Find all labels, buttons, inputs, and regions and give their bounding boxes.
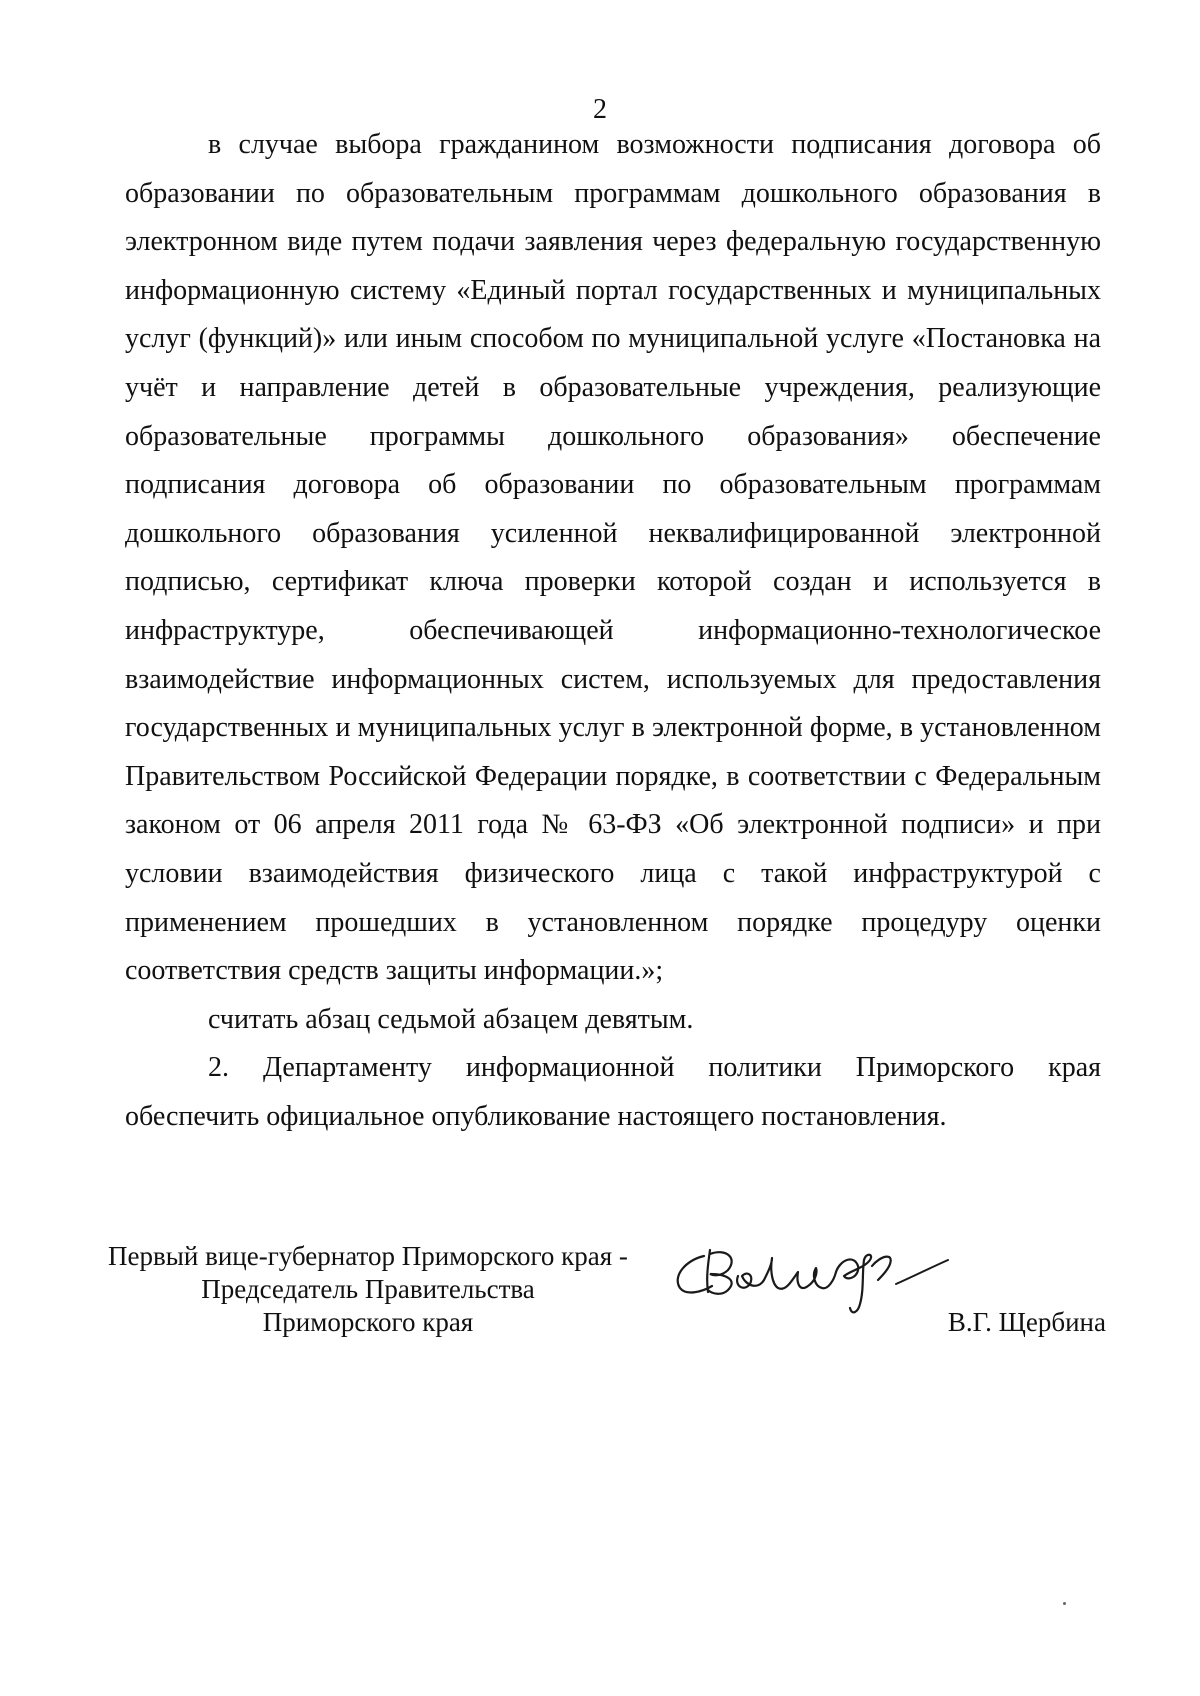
signatory-position-line1: Первый вице-губернатор Приморского края - xyxy=(108,1241,628,1271)
signatory-name: В.Г. Щербина xyxy=(947,1307,1106,1337)
document-body xyxy=(125,121,1101,1141)
scan-speck xyxy=(1063,1602,1066,1605)
page-number: 2 xyxy=(593,94,607,125)
handwritten-signature xyxy=(668,1230,958,1330)
paragraph-publication: 2. Департаменту информационной политики Приморского края обеспечить официальное опубликование настоящего постановления. xyxy=(125,1052,1101,1132)
signatory-position-line2: Председатель Правительства xyxy=(201,1274,535,1304)
paragraph-renumber: считать абзац седьмой абзацем девятым. xyxy=(208,1003,694,1035)
signature-block xyxy=(0,1240,1200,1360)
signatory-position-line3: Приморского края xyxy=(262,1307,474,1337)
paragraph-amendment: в случае выбора гражданином возможности подписания договора об образовании по образовательным программам дошкольного образования в электронном виде путем подачи заявления через федеральную государственную информационную систему «Единый портал государственных и муниципальных услуг (функций)» или иным способом по муниципальной услуге «Постановка на учёт и направление детей в образовательные учреждения, реализующие образовательные программы дошкольного образования» обеспечение подписания договора об образовании по образовательным программам дошкольного образования усиленной неквалифицированной электронной подписью, сертификат ключа проверки которой создан и используется в инфраструктуре, обеспечивающей информационно-технологическое взаимодействие информационных систем, используемых для предоставления государственных и муниципальных услуг в электронной форме, в установленном Правительством Российской Федерации порядке, в соответствии с Федеральным законом от 06 апреля 2011 года № 63-ФЗ «Об электронной подписи» и при условии взаимодействия физического лица с такой инфраструктурой с применением прошедших в установленном порядке процедуру оценки соответствия средств защиты информации.»; xyxy=(125,129,1101,987)
